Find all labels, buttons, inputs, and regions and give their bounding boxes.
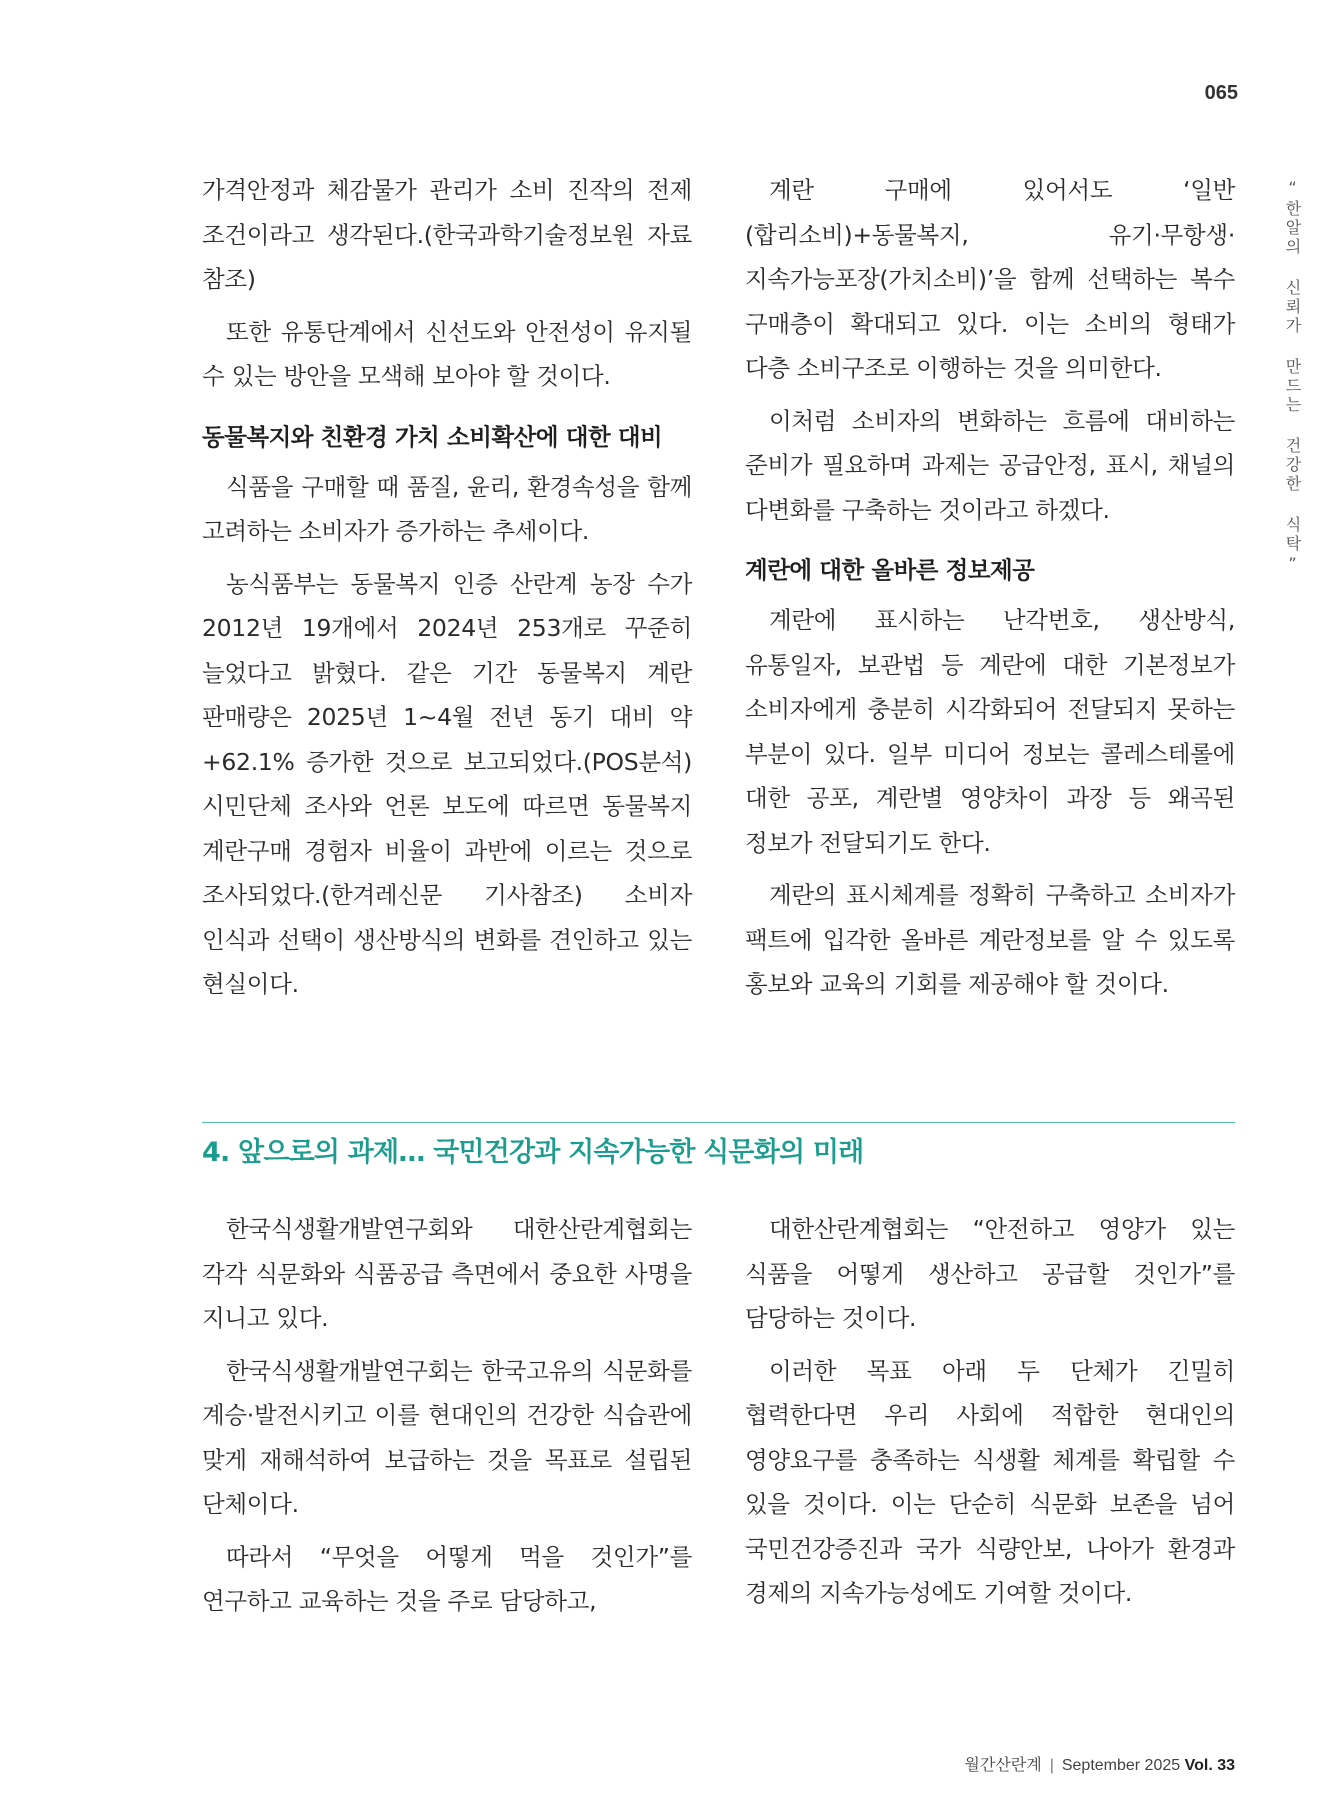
paragraph: 계란 구매에 있어서도 ‘일반(합리소비)+동물복지, 유기·무항생·지속가능포장(가치소비)’을 함께 선택하는 복수 구매층이 확대되고 있다. 이는 소비의 형태가 다층 소비구조로 이행하는 것을 의미한다. xyxy=(745,176,1235,382)
footer-separator: | xyxy=(1049,1757,1054,1774)
issue-date: September 2025 xyxy=(1061,1757,1181,1774)
paragraph: 가격안정과 체감물가 관리가 소비 진작의 전제 조건이라고 생각된다.(한국과학기술정보원 자료 참조) xyxy=(202,176,692,293)
page-footer xyxy=(964,1752,1235,1775)
paragraph: 계란의 표시체계를 정확히 구축하고 소비자가 팩트에 입각한 올바른 계란정보를 알 수 있도록 홍보와 교육의 기회를 제공해야 할 것이다. xyxy=(745,881,1235,998)
top-left-column xyxy=(202,168,692,1015)
top-right-column xyxy=(745,168,1235,1015)
magazine-name: 월간산란계 xyxy=(964,1757,1042,1774)
paragraph: 농식품부는 동물복지 인증 산란계 농장 수가 2012년 19개에서 2024년 253개로 꾸준히 늘었다고 밝혔다. 같은 기간 동물복지 계란 판매량은 2025년 1~4월 전년 동기 대비 약+62.1% 증가한 것으로 보고되었다.(POS분석) 시민단체 조사와 언론 보도에 따르면 동물복지 계란구매 경험자 비율이 과반에 이르는 것으로 조사되었다.(한겨레신문 기사참조) 소비자 인식과 선택이 생산방식의 변화를 견인하고 있는 현실이다. xyxy=(202,569,692,998)
bottom-right-column xyxy=(745,1207,1235,1624)
side-quote: “한알의 신뢰가 만드는 건강한 식탁” xyxy=(1283,178,1302,576)
section-heading: 4. 앞으로의 과제… 국민건강과 지속가능한 식문화의 미래 xyxy=(202,1137,864,1168)
paragraph: 이처럼 소비자의 변화하는 흐름에 대비하는 준비가 필요하며 과제는 공급안정, 표시, 채널의 다변화를 구축하는 것이라고 하겠다. xyxy=(745,406,1235,524)
paragraph: 식품을 구매할 때 품질, 윤리, 환경속성을 함께 고려하는 소비자가 증가하는 추세이다. xyxy=(202,472,692,545)
paragraph: 계란에 표시하는 난각번호, 생산방식, 유통일자, 보관법 등 계란에 대한 기본정보가 소비자에게 충분히 시각화되어 전달되지 못하는 부분이 있다. 일부 미디어 정보는 콜레스테롤에 대한 공포, 계란별 영양차이 과장 등 왜곡된 정보가 전달되기도 한다. xyxy=(745,606,1235,857)
paragraph: 한국식생활개발연구회는 한국고유의 식문화를 계승·발전시키고 이를 현대인의 건강한 식습관에 맞게 재해석하여 보급하는 것을 목표로 설립된 단체이다. xyxy=(202,1356,692,1518)
page-number: 065 xyxy=(1204,82,1238,104)
paragraph: 대한산란계협회는 “안전하고 영양가 있는 식품을 어떻게 생산하고 공급할 것인가”를 담당하는 것이다. xyxy=(745,1215,1235,1332)
volume-number: Vol. 33 xyxy=(1184,1757,1235,1774)
subheading: 계란에 대한 올바른 정보제공 xyxy=(745,556,1035,584)
bottom-left-column xyxy=(202,1207,692,1632)
paragraph: 또한 유통단계에서 신선도와 안전성이 유지될 수 있는 방안을 모색해 보아야 할 것이다. xyxy=(202,317,692,390)
paragraph: 한국식생활개발연구회와 대한산란계협회는 각각 식문화와 식품공급 측면에서 중요한 사명을 지니고 있다. xyxy=(202,1215,692,1332)
section-divider xyxy=(202,1122,1235,1123)
paragraph: 이러한 목표 아래 두 단체가 긴밀히 협력한다면 우리 사회에 적합한 현대인의 영양요구를 충족하는 식생활 체계를 확립할 수 있을 것이다. 이는 단순히 식문화 보존을 넘어 국민건강증진과 국가 식량안보, 나아가 환경과 경제의 지속가능성에도 기여할 것이다. xyxy=(745,1356,1235,1607)
paragraph: 따라서 “무엇을 어떻게 먹을 것인가”를 연구하고 교육하는 것을 주로 담당하고, xyxy=(202,1542,692,1615)
subheading: 동물복지와 친환경 가치 소비확산에 대한 대비 xyxy=(202,422,663,451)
